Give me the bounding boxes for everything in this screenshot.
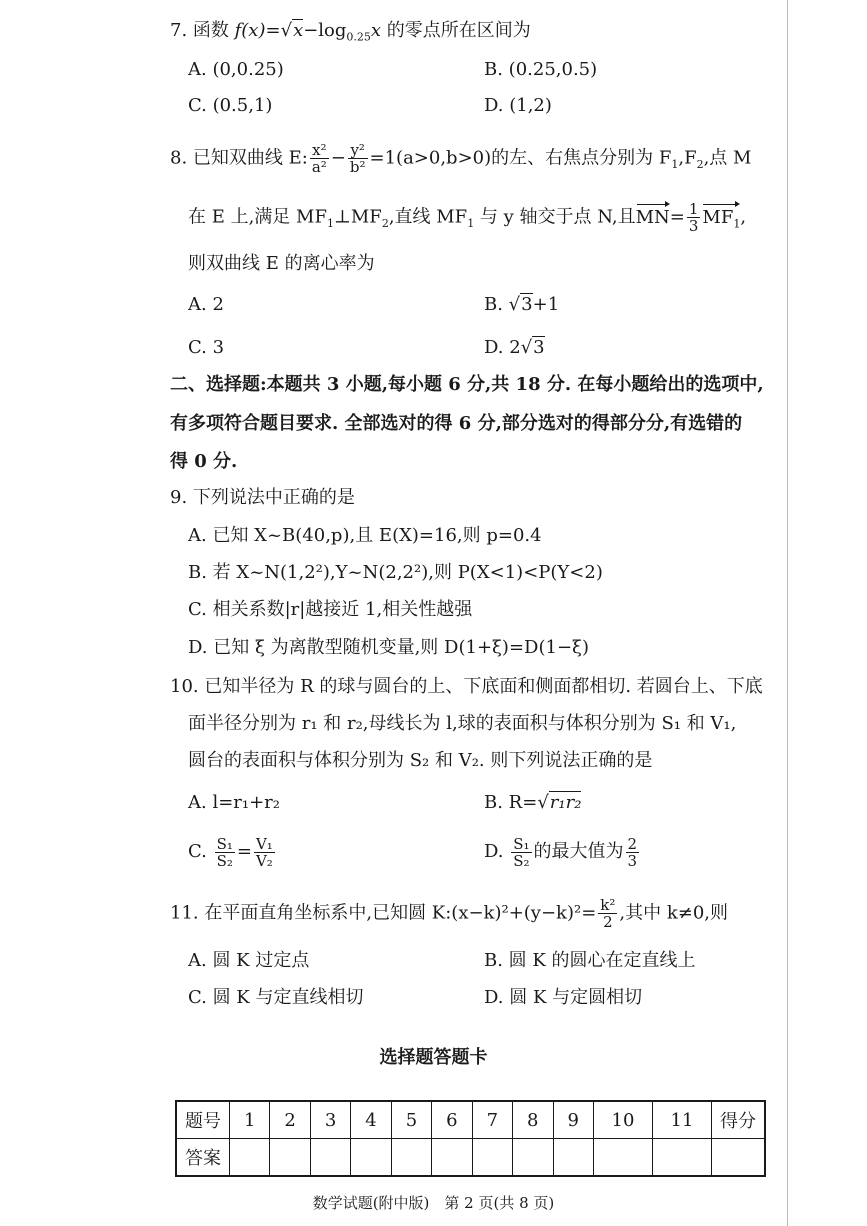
question-8-line-1: 8. 已知双曲线 E: $\frac{\text{x²}}{\text{a²}}$ − $\frac{\text{y²}}{\text{b²}}$ =1(a>0,b>0)的左、右焦点分别为 $F_1,F_2$,点 M — [170, 141, 752, 176]
q11-option-c: C. 圆 K 与定直线相切 — [188, 987, 364, 1008]
q8-option-a: A. 2 — [188, 294, 224, 315]
q7-option-a: A. (0,0.25) — [188, 59, 284, 80]
answer-card-table — [175, 1100, 766, 1177]
q11-option-d: D. 圆 K 与定圆相切 — [484, 987, 643, 1008]
header-cell-score: 得分 — [712, 1101, 766, 1139]
q10-option-c: C. $\frac{\text{S₁}}{\text{S₂}}$ = $\frac{\text{V₁}}{\text{V₂}}$ — [188, 834, 273, 870]
header-cell: 8 — [513, 1101, 553, 1139]
header-cell: 6 — [432, 1101, 472, 1139]
header-cell: 2 — [270, 1101, 310, 1139]
answer-cell[interactable] — [653, 1139, 712, 1177]
header-cell: 4 — [351, 1101, 391, 1139]
q8-option-d: D. 2√3 — [484, 337, 545, 358]
answer-cell[interactable] — [270, 1139, 310, 1177]
fraction: $\frac{\text{x²}}{\text{a²}}$ — [311, 141, 327, 176]
section-2-heading-line-1: 二、选择题:本题共 3 小题,每小题 6 分,共 18 分. 在每小题给出的选项中, — [170, 374, 764, 395]
score-cell[interactable] — [712, 1139, 766, 1177]
question-7-stem: 7. 函数 $f(x)=√x-\log_{0.25}x$ 的零点所在区间为 — [170, 20, 531, 44]
vector-mf1: $MF_1$ — [702, 204, 740, 239]
header-cell: 1 — [230, 1101, 270, 1139]
q8-option-b: B. √3+1 — [484, 294, 560, 315]
answer-cell[interactable] — [351, 1139, 391, 1177]
q11-option-a: A. 圆 K 过定点 — [188, 950, 310, 971]
answer-cell[interactable] — [594, 1139, 653, 1177]
question-10-line-3: 圆台的表面积与体积分别为 S₂ 和 V₂. 则下列说法正确的是 — [188, 750, 653, 771]
section-2-heading-line-3: 得 0 分. — [170, 451, 238, 472]
q9-option-c: C. 相关系数|r|越接近 1,相关性越强 — [188, 599, 473, 620]
header-cell: 10 — [594, 1101, 653, 1139]
q10-option-b: B. R=√r₁r₂ — [484, 792, 582, 813]
answer-cell[interactable] — [472, 1139, 512, 1177]
header-cell: 9 — [553, 1101, 594, 1139]
question-11-stem: 11. 在平面直角坐标系中,已知圆 K:(x−k)²+(y−k)²= $\frac{\text{k²}}{2}$ ,其中 k≠0,则 — [170, 896, 729, 931]
answer-cell[interactable] — [553, 1139, 594, 1177]
question-10-line-1: 10. 已知半径为 R 的球与圆台的上、下底面和侧面都相切. 若圆台上、下底 — [170, 676, 763, 697]
section-2-heading-line-2: 有多项符合题目要求. 全部选对的得 6 分,部分选对的得部分分,有选错的 — [170, 413, 743, 434]
q7-option-d: D. (1,2) — [484, 95, 552, 116]
q9-option-d: D. 已知 ξ 为离散型随机变量,则 D(1+ξ)=D(1−ξ) — [188, 637, 589, 658]
header-cell: 11 — [653, 1101, 712, 1139]
vector-mn: MN — [636, 204, 670, 232]
header-cell-label: 题号 — [176, 1101, 230, 1139]
answer-card-title: 选择题答题卡 — [379, 1047, 488, 1068]
table-row-answers — [176, 1139, 765, 1177]
table-row-header — [176, 1101, 765, 1139]
q9-option-b: B. 若 X~N(1,2²),Y~N(2,2²),则 P(X<1)<P(Y<2) — [188, 562, 603, 583]
q7-option-c: C. (0.5,1) — [188, 95, 273, 116]
answer-cell[interactable] — [513, 1139, 553, 1177]
header-cell: 5 — [391, 1101, 431, 1139]
question-9-stem: 9. 下列说法中正确的是 — [170, 487, 355, 508]
page-footer: 数学试题(附中版) 第 2 页(共 8 页) — [312, 1194, 555, 1212]
question-8-line-2: 在 E 上,满足 $MF_1\perp MF_2$,直线 $MF_1$ 与 y 轴交于点 N,且MN= $\frac{1}{3}$ $MF_1$, — [188, 201, 746, 238]
question-10-line-2: 面半径分别为 r₁ 和 r₂,母线长为 l,球的表面积与体积分别为 S₁ 和 V₁, — [188, 713, 737, 734]
answer-cell[interactable] — [432, 1139, 472, 1177]
answer-row-label: 答案 — [176, 1139, 230, 1177]
header-cell: 7 — [472, 1101, 512, 1139]
answer-cell[interactable] — [310, 1139, 350, 1177]
q8-option-c: C. 3 — [188, 337, 225, 358]
q10-option-a: A. l=r₁+r₂ — [188, 792, 281, 813]
header-cell: 3 — [310, 1101, 350, 1139]
q9-option-a: A. 已知 X~B(40,p),且 E(X)=16,则 p=0.4 — [188, 525, 542, 546]
q10-option-d: D. $\frac{\text{S₁}}{\text{S₂}}$ 的最大值为 $\frac{2}{3}$ — [484, 834, 638, 870]
answer-cell[interactable] — [391, 1139, 431, 1177]
fraction-one-third: $\frac{1}{3}$ — [688, 200, 699, 235]
q11-option-b: B. 圆 K 的圆心在定直线上 — [484, 950, 696, 971]
fraction: $\frac{\text{y²}}{\text{b²}}$ — [349, 141, 366, 176]
q7-option-b: B. (0.25,0.5) — [484, 59, 598, 80]
answer-cell[interactable] — [230, 1139, 270, 1177]
question-8-line-3: 则双曲线 E 的离心率为 — [188, 253, 375, 274]
